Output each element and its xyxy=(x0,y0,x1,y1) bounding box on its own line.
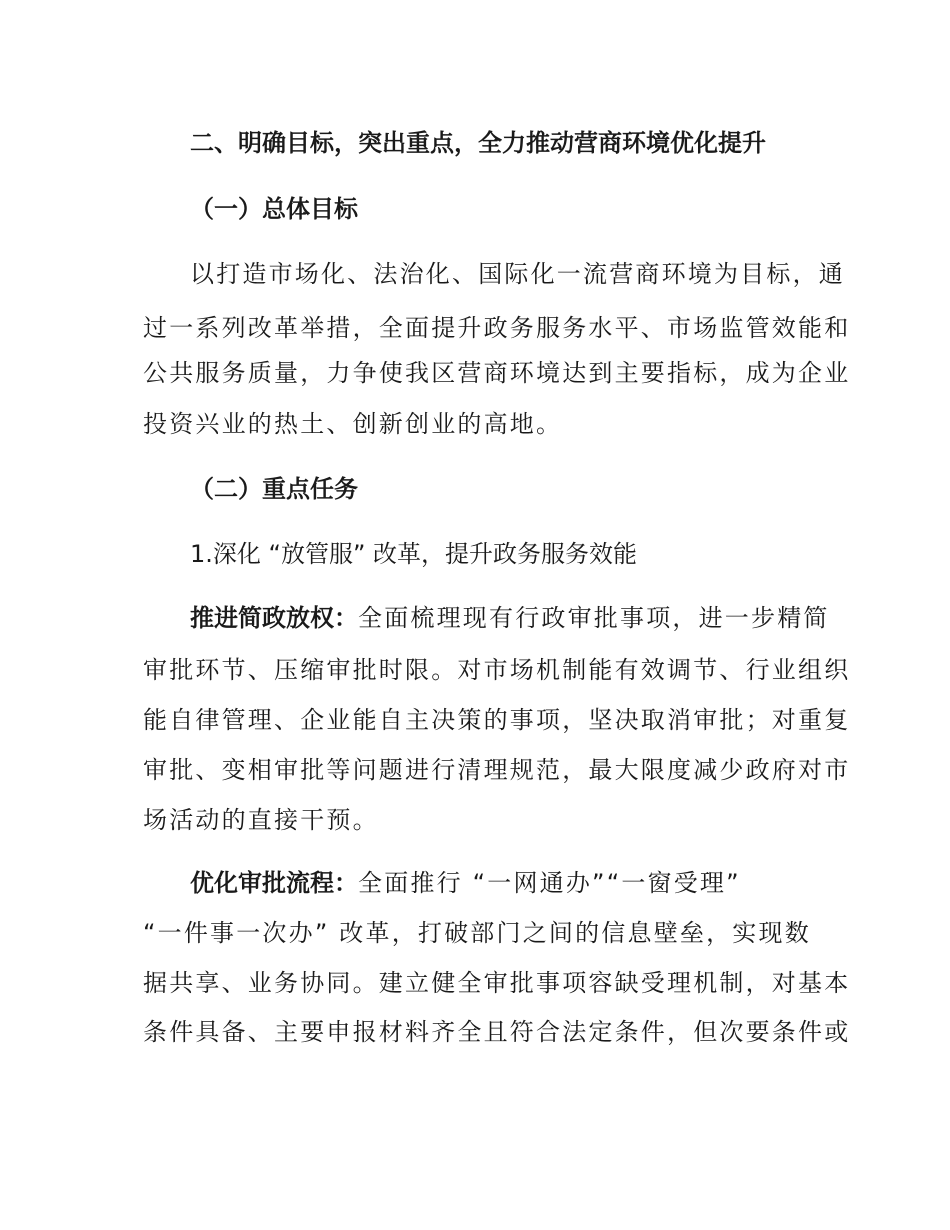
paragraph-line: 审批环节、压缩审批时限。对市场机制能有效调节、行业组织 xyxy=(143,656,851,684)
paragraph-1-lead: 推进简政放权： xyxy=(190,604,358,632)
paragraph-line: 以打造市场化、法治化、国际化一流营商环境为目标，通 xyxy=(190,260,845,288)
paragraph-line: 条件具备、主要申报材料齐全且符合法定条件，但次要条件或 xyxy=(143,1018,851,1046)
paragraph-line: 公共服务质量，力争使我区营商环境达到主要指标，成为企业 xyxy=(143,359,851,387)
paragraph-2-lead: 优化审批流程： xyxy=(190,869,358,897)
paragraph-line: “一件事一次办” 改革，打破部门之间的信息壁垒，实现数 xyxy=(143,919,811,947)
paragraph-1-first-rest: 全面梳理现有行政审批事项，进一步精简 xyxy=(358,604,830,632)
subsection-2-title: （二）重点任务 xyxy=(190,475,358,503)
subsection-1-title xyxy=(190,194,358,224)
paragraph-line: 据共享、业务协同。建立健全审批事项容缺受理机制，对基本 xyxy=(143,969,851,997)
section-heading: 二、明确目标，突出重点，全力推动营商环境优化提升 xyxy=(190,129,766,157)
paragraph-line: 过一系列改革举措，全面提升政务服务水平、市场监管效能和 xyxy=(143,314,851,342)
paragraph-1-first-line xyxy=(190,603,830,633)
paragraph-2-first-rest: 全面推行 “一网通办”“一窗受理” xyxy=(358,869,741,897)
paragraph-line: 能自律管理、企业能自主决策的事项，坚决取消审批；对重复 xyxy=(143,706,851,734)
paragraph-line: 审批、变相审批等问题进行清理规范，最大限度减少政府对市 xyxy=(143,756,851,784)
paragraph-line: 场活动的直接干预。 xyxy=(143,806,379,834)
subsection-1-title-text: （一）总体目标 xyxy=(190,195,358,223)
item-1-title: 1.深化 “放管服” 改革，提升政务服务效能 xyxy=(190,540,638,568)
paragraph-2-first-line xyxy=(190,868,741,898)
paragraph-line: 投资兴业的热土、创新创业的高地。 xyxy=(143,410,563,438)
